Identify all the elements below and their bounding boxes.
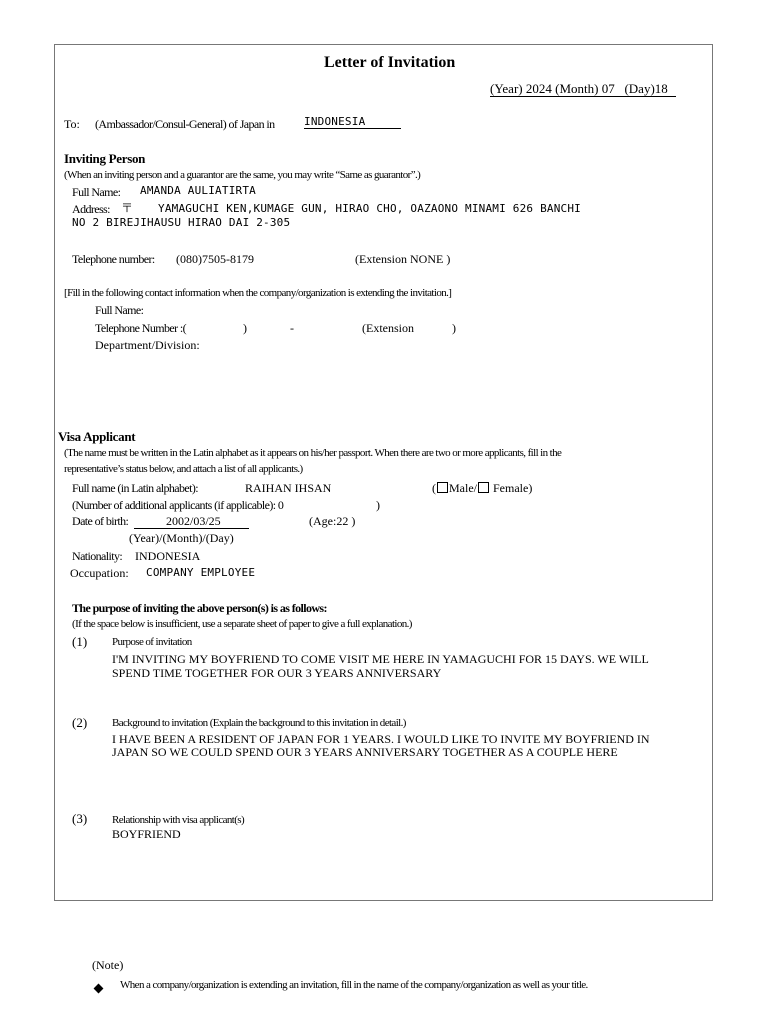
dob-label: Date of birth: <box>72 514 129 528</box>
applicant-name-label: Full name (in Latin alphabet): <box>72 481 198 495</box>
female-checkbox[interactable] <box>478 482 489 493</box>
purpose-item-2-line-2: JAPAN SO WE COULD SPEND OUR 3 YEARS ANNIVERSARY TOGETHER AS A COUPLE HERE <box>112 745 618 759</box>
dob-field <box>134 515 249 529</box>
purpose-item-1-number: (1) <box>72 634 88 649</box>
male-checkbox[interactable] <box>437 482 448 493</box>
visa-applicant-heading: Visa Applicant <box>58 429 136 444</box>
company-phone-label: Telephone Number :( <box>95 321 187 335</box>
purpose-item-1-line-1: I'M INVITING MY BOYFRIEND TO COME VISIT ME HERE IN YAMAGUCHI FOR 15 DAYS. WE WILL <box>112 652 649 666</box>
visa-applicant-note-1: (The name must be written in the Latin alphabet as it appears on his/her passport. When there are two or more applicants, fill in the <box>64 447 562 459</box>
visa-applicant-note-2: representative’s status below, and attach a list of all applicants.) <box>64 463 303 475</box>
purpose-item-1-line-2: SPEND TIME TOGETHER FOR OUR 3 YEARS ANNIVERSARY <box>112 666 442 680</box>
postal-mark: 〒 <box>121 201 134 215</box>
nationality-value: INDONESIA <box>135 549 201 563</box>
purpose-item-1-label: Purpose of invitation <box>112 636 192 648</box>
purpose-item-2-number: (2) <box>72 715 88 730</box>
purpose-item-2-label: Background to invitation (Explain the background to this invitation in detail.) <box>112 717 406 729</box>
day-label: (Day) <box>624 81 655 96</box>
occupation-value: COMPANY EMPLOYEE <box>146 566 256 579</box>
page-title: Letter of Invitation <box>324 54 456 71</box>
company-phone-dash: - <box>290 321 294 335</box>
month-label: (Month) <box>555 81 599 96</box>
inviting-person-heading: Inviting Person <box>64 151 146 166</box>
inviter-phone-label: Telephone number: <box>72 252 155 266</box>
purpose-item-3-line-1: BOYFRIEND <box>112 827 181 841</box>
footer-bullet-text: When a company/organization is extending an invitation, fill in the name of the company/organization as well as your title. <box>120 979 588 991</box>
purpose-item-3-label: Relationship with visa applicant(s) <box>112 814 245 826</box>
company-extension-close: ) <box>452 321 456 335</box>
inviter-address-line2: NO 2 BIREJIHAUSU HIRAO DAI 2-305 <box>72 216 291 229</box>
applicant-age: (Age:22 ) <box>309 514 356 528</box>
occupation-label: Occupation: <box>70 566 129 580</box>
dob-format: (Year)/(Month)/(Day) <box>129 531 234 545</box>
inviter-extension: (Extension NONE ) <box>355 252 451 266</box>
to-country <box>304 116 401 129</box>
company-department-label: Department/Division: <box>95 338 200 352</box>
inviting-person-note: (When an inviting person and a guarantor are the same, you may write “Same as guarantor”.) <box>64 169 421 181</box>
inviter-name-label: Full Name: <box>72 185 121 199</box>
purpose-item-2-line-1: I HAVE BEEN A RESIDENT OF JAPAN FOR 1 YEARS. I WOULD LIKE TO INVITE MY BOYFRIEND IN <box>112 732 650 746</box>
inviter-name: AMANDA AULIATIRTA <box>140 184 256 197</box>
gender-female-label: Female) <box>493 481 533 495</box>
purpose-heading: The purpose of inviting the above person(s) is as follows: <box>72 601 327 615</box>
month-value: 07 <box>601 81 615 96</box>
applicant-name: RAIHAN IHSAN <box>245 481 332 495</box>
purpose-note: (If the space below is insufficient, use a separate sheet of paper to give a full explanation.) <box>72 618 412 630</box>
nationality-label: Nationality: <box>72 549 123 563</box>
inviter-address-line1: YAMAGUCHI KEN,KUMAGE GUN, HIRAO CHO, OAZAONO MINAMI 626 BANCHI <box>158 202 581 215</box>
inviter-phone: (080)7505-8179 <box>176 252 254 266</box>
company-name-label: Full Name: <box>95 303 144 317</box>
purpose-item-3-number: (3) <box>72 811 88 826</box>
year-value: 2024 <box>525 81 552 96</box>
gender-open: ( <box>432 481 436 495</box>
date-line <box>490 82 676 97</box>
gender-selector <box>432 482 532 494</box>
to-country-value: INDONESIA <box>304 116 401 129</box>
bullet-diamond-icon <box>95 980 102 996</box>
inviter-address-label: Address: <box>72 202 110 216</box>
additional-applicants: (Number of additional applicants (if applicable): 0 <box>72 498 284 512</box>
company-note: [Fill in the following contact information when the company/organization is extending the invitation.] <box>64 287 452 299</box>
company-phone-close: ) <box>243 321 247 335</box>
dob-value: 2002/03/25 <box>134 515 249 529</box>
company-extension-label: (Extension <box>362 321 414 335</box>
day-value: 18 <box>654 81 668 96</box>
to-text: (Ambassador/Consul-General) of Japan in <box>95 117 275 131</box>
gender-male-label: Male/ <box>449 481 477 495</box>
to-label: To: <box>64 117 80 131</box>
year-label: (Year) <box>490 81 523 96</box>
additional-applicants-close: ) <box>376 498 380 512</box>
footer-note-label: (Note) <box>92 958 124 972</box>
